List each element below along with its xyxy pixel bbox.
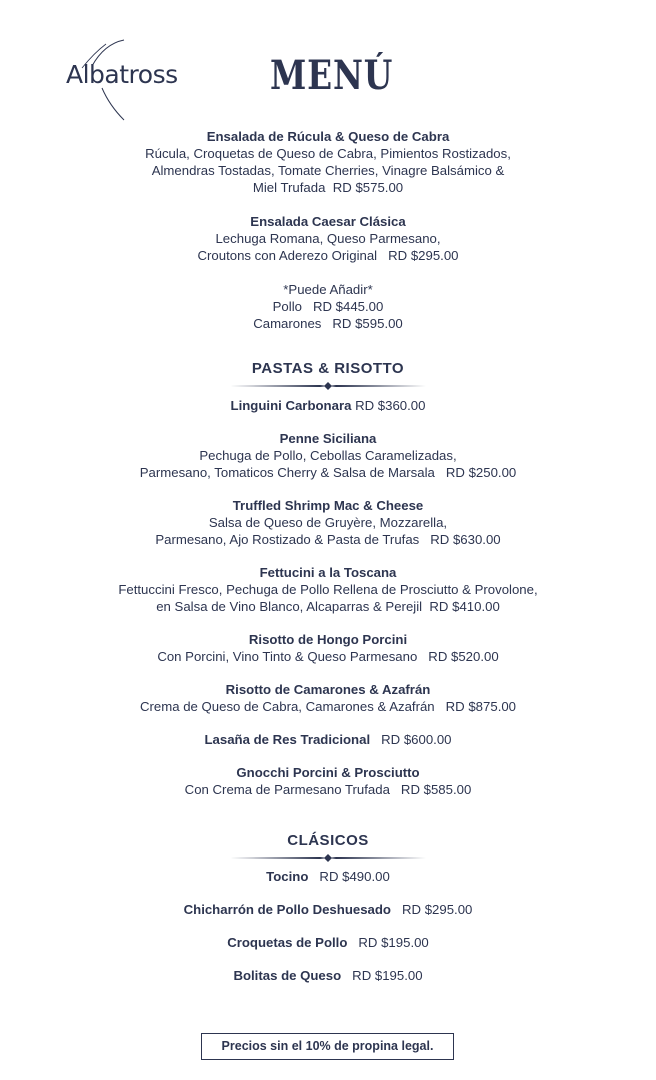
menu-item	[0, 934, 656, 951]
item-price: RD $575.00	[332, 180, 404, 195]
item-price: RD $195.00	[358, 935, 429, 950]
menu-item	[0, 901, 656, 918]
item-description: en Salsa de Vino Blanco, Alcaparras & Perejil	[156, 599, 423, 614]
item-description: Con Porcini, Vino Tinto & Queso Parmesano	[157, 649, 418, 664]
item-name: Truffled Shrimp Mac & Cheese	[232, 498, 424, 513]
item-price: RD $410.00	[429, 599, 500, 614]
item-name: Fettucini a la Toscana	[259, 565, 397, 580]
footer-note: Precios sin el 10% de propina legal.	[201, 1033, 454, 1060]
item-description: Con Crema de Parmesano Trufada	[184, 782, 390, 797]
addon-price: RD $595.00	[332, 316, 403, 331]
item-name: Risotto de Hongo Porcini	[248, 632, 408, 647]
item-description: Crema de Queso de Cabra, Camarones & Azafrán	[139, 699, 435, 714]
menu-item	[0, 213, 656, 264]
addon-price: RD $445.00	[312, 299, 384, 314]
item-name: Linguini Carbonara	[230, 398, 352, 413]
item-description: Lechuga Romana, Queso Parmesano,	[215, 231, 441, 246]
menu-item	[0, 631, 656, 665]
item-name: Gnocchi Porcini & Prosciutto	[236, 765, 420, 780]
section-title: PASTAS & RISOTTO	[251, 360, 405, 377]
divider-ornament-icon	[228, 852, 428, 864]
item-name: Tocino	[266, 869, 309, 884]
item-price: RD $585.00	[400, 782, 472, 797]
item-name: Risotto de Camarones & Azafrán	[225, 682, 431, 697]
addons-block	[0, 281, 656, 332]
item-name: Ensalada Caesar Clásica	[250, 214, 406, 229]
item-price: RD $520.00	[428, 649, 499, 664]
item-price: RD $490.00	[319, 869, 390, 884]
menu-item	[0, 430, 656, 481]
menu-item	[0, 967, 656, 984]
item-description: Salsa de Queso de Gruyère, Mozzarella,	[208, 515, 448, 530]
item-name: Croquetas de Pollo	[227, 935, 348, 950]
item-description: Croutons con Aderezo Original	[197, 248, 378, 263]
menu-item	[0, 764, 656, 798]
menu-item	[0, 731, 656, 748]
addon-name: Pollo	[272, 299, 302, 314]
section-header-pastas	[0, 360, 656, 404]
menu-item	[0, 497, 656, 548]
section-header-clasicos	[0, 832, 656, 876]
item-price: RD $875.00	[445, 699, 517, 714]
item-price: RD $250.00	[445, 465, 517, 480]
section-title: CLÁSICOS	[287, 832, 369, 849]
item-description: Pechuga de Pollo, Cebollas Caramelizadas,	[199, 448, 457, 463]
addons-label: *Puede Añadir*	[283, 282, 373, 297]
menu-content	[0, 128, 656, 984]
divider-ornament-icon	[228, 380, 428, 392]
item-description: Parmesano, Tomaticos Cherry & Salsa de Marsala	[139, 465, 435, 480]
item-description: Rúcula, Croquetas de Queso de Cabra, Pimientos Rostizados,	[145, 146, 511, 161]
item-name: Bolitas de Queso	[233, 968, 342, 983]
item-description: Miel Trufada	[252, 180, 326, 195]
item-name: Ensalada de Rúcula & Queso de Cabra	[206, 129, 450, 144]
item-name: Penne Siciliana	[279, 431, 377, 446]
item-name: Chicharrón de Pollo Deshuesado	[183, 902, 391, 917]
brand-name: Albatross	[66, 60, 178, 89]
addon-name: Camarones	[253, 316, 322, 331]
item-price: RD $195.00	[352, 968, 423, 983]
item-price: RD $360.00	[355, 398, 426, 413]
menu-item	[0, 564, 656, 615]
menu-item	[0, 681, 656, 715]
item-name: Lasaña de Res Tradicional	[204, 732, 371, 747]
item-description: Parmesano, Ajo Rostizado & Pasta de Trufas	[155, 532, 420, 547]
item-price: RD $295.00	[388, 248, 459, 263]
page-title: MENÚ	[270, 52, 394, 99]
item-price: RD $600.00	[381, 732, 452, 747]
item-price: RD $630.00	[430, 532, 501, 547]
item-description: Almendras Tostadas, Tomate Cherries, Vinagre Balsámico &	[151, 163, 505, 178]
item-price: RD $295.00	[401, 902, 473, 917]
item-description: Fettuccini Fresco, Pechuga de Pollo Rellena de Prosciutto & Provolone,	[118, 582, 538, 597]
menu-item	[0, 128, 656, 196]
